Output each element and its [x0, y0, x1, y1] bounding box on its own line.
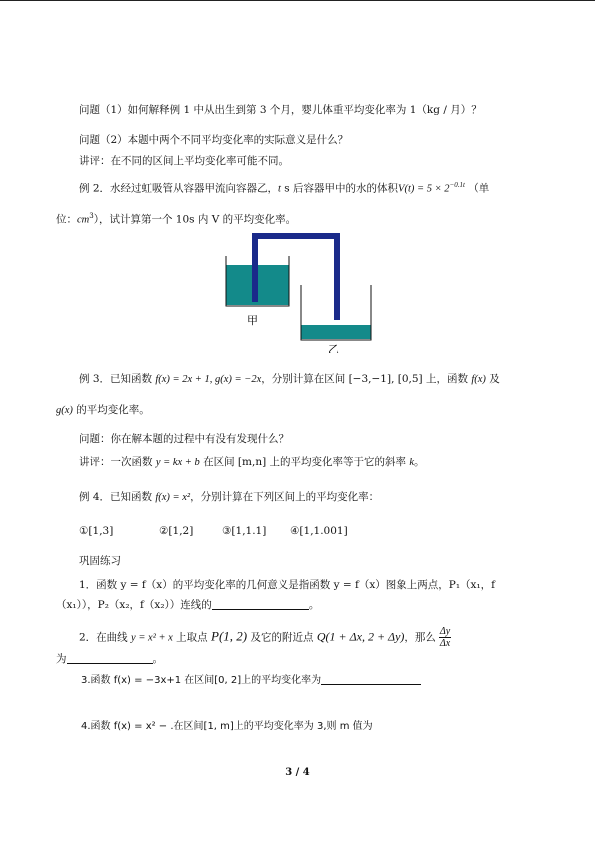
example-2-text-a: 例 2．水经过虹吸管从容器甲流向容器乙，: [79, 182, 279, 195]
practice-2-line-2: [56, 652, 163, 666]
practice-2-near-point: Q(1 + Δx, 2 + Δy): [316, 629, 405, 644]
fraction-denominator: Δx: [439, 638, 451, 649]
practice-1-line-2: [56, 598, 319, 612]
comment-1: 讲评：在不同的区间上平均变化率可能不同。: [79, 155, 289, 167]
container-a-label: 甲: [247, 314, 258, 327]
example-3-line-2: [56, 403, 150, 418]
practice-2-answer-blank[interactable]: [67, 652, 153, 664]
example-2-unit-exp: 3: [89, 212, 94, 220]
example-2-text-c: s 后容器甲中的水的体积: [280, 182, 399, 195]
fraction-numerator: Δy: [439, 626, 451, 637]
practice-2-line-1: [79, 626, 451, 649]
example-2-formula: V(t) = 5 × 2: [398, 183, 450, 195]
question-3: 问题：你在解本题的过程中有没有发现什么？: [79, 433, 289, 445]
practice-2-text-c: 及它的附近点: [247, 631, 317, 644]
interval-1: ①[1,3]: [79, 525, 114, 537]
comment-2: [79, 455, 425, 470]
example-2-unit-label: 位：: [56, 213, 77, 226]
example-3-text-c: 及: [485, 373, 500, 385]
example-3-text-d: 的平均变化率。: [72, 404, 150, 416]
example-4-function: f(x) = x²: [155, 492, 191, 503]
example-3-functions: f(x) = 2x + 1, g(x) = −2x: [155, 374, 262, 385]
siphon-svg: [222, 228, 382, 353]
practice-2-point: P(1, 2): [211, 628, 248, 644]
interval-2: ②[1,2]: [159, 525, 194, 537]
example-2-t: t: [278, 183, 281, 195]
example-4-text-a: 例 4．已知函数: [79, 491, 156, 503]
example-2-line-2: [56, 209, 296, 228]
example-3-line-1: [79, 372, 500, 387]
container-b-water: [301, 325, 371, 339]
practice-3-answer-blank[interactable]: [321, 673, 421, 685]
practice-3-text: 3.函数 f(x) = −3x+1 在区间[0, 2]上的平均变化率为: [81, 675, 322, 686]
container-b-label: 乙: [328, 343, 339, 353]
example-2-text-d: （单: [464, 182, 490, 195]
example-2-line-1: [79, 178, 489, 197]
practice-4: 4.函数 f(x) = x² − .在区间[1, m]上的平均变化率为 3,则 m 值为: [81, 721, 373, 732]
practice-1-text-b: 。: [308, 599, 320, 611]
practice-2-text-d: ，那么: [404, 631, 436, 644]
practice-title: 巩固练习: [79, 555, 121, 567]
practice-3: [81, 673, 421, 688]
question-2: 问题（2）本题中两个不同平均变化率的实际意义是什么？: [79, 134, 349, 146]
example-3-f: f(x): [471, 374, 486, 385]
practice-2-fraction: [439, 626, 451, 649]
interval-4: ④[1,1.001]: [290, 525, 348, 537]
example-4: [79, 490, 379, 505]
interval-3: ③[1,1.1]: [222, 525, 267, 537]
practice-2-text-a: 2．在曲线: [79, 631, 132, 644]
comment-2-text-a: 讲评：一次函数: [79, 456, 156, 468]
example-2-text-b: ），试计算第一个 10s 内 V 的平均变化率。: [93, 213, 297, 226]
comment-2-text-b: 在区间 [m,n] 上的平均变化率等于它的斜率: [199, 456, 410, 468]
top-rule: [0, 0, 595, 1]
practice-2-curve: y = x² + x: [131, 632, 173, 644]
comment-2-k: k: [409, 457, 415, 468]
example-2-exponent: −0.1t: [449, 181, 465, 189]
comment-2-linear: y = kx + b: [155, 457, 200, 468]
question-1: 问题（1）如何解释例 1 中从出生到第 3 个月，婴儿体重平均变化率为 1（kg / 月）？: [79, 104, 482, 116]
practice-1-text-a: （x₁）），P₂（x₂，f（x₂））连线的: [56, 599, 212, 611]
practice-2-text-e: 为: [56, 653, 67, 665]
practice-2-text-f: 。: [152, 653, 163, 665]
practice-1-answer-blank[interactable]: [212, 598, 309, 610]
example-3-text-b: ，分别计算在区间 [−3,−1], [0,5] 上，函数: [261, 373, 472, 385]
example-3-text-a: 例 3．已知函数: [79, 373, 156, 385]
siphon-diagram: [222, 228, 382, 353]
practice-2-text-b: 上取点: [172, 631, 212, 644]
example-4-text-b: ，分别计算在下列区间上的平均变化率：: [190, 491, 380, 503]
example-2-unit: cm: [77, 214, 90, 226]
comment-2-text-c: 。: [414, 456, 425, 468]
example-3-g: g(x): [56, 405, 73, 416]
page-number: 3 / 4: [285, 767, 310, 778]
practice-1-line-1: 1．函数 y = f（x）的平均变化率的几何意义是指函数 y = f（x）图象上两点，P₁（x₁，f: [79, 579, 496, 591]
